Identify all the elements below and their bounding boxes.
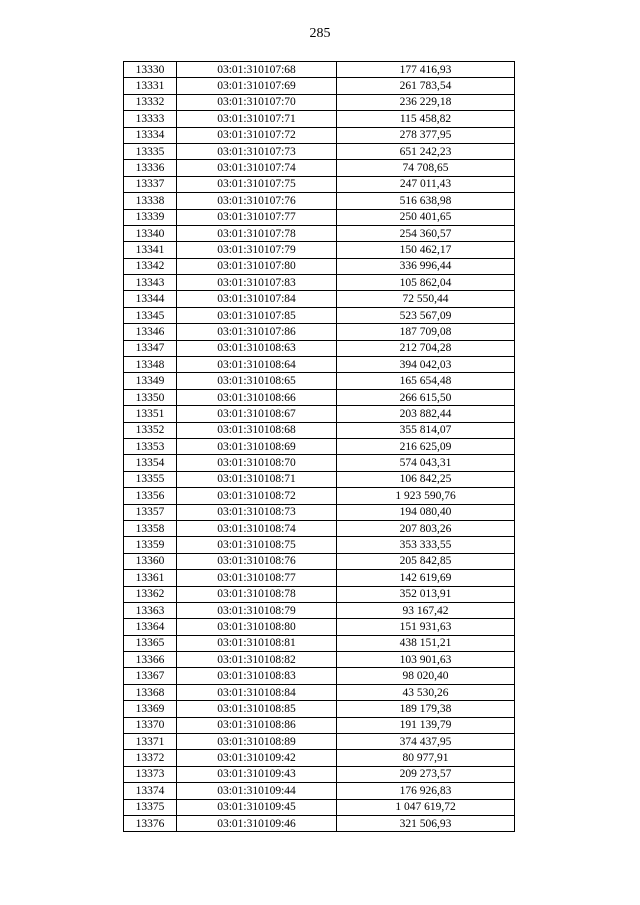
table-row [124,62,515,78]
row-number-cell: 13352 [124,422,177,438]
cadastral-value-cell: 177 416,93 [337,62,515,78]
table-row [124,176,515,192]
table-row [124,652,515,668]
cadastral-value-cell: 207 803,26 [337,520,515,536]
cadastral-number-cell: 03:01:310108:77 [177,570,337,586]
table-row [124,537,515,553]
table-row [124,406,515,422]
cadastral-value-cell: 205 842,85 [337,553,515,569]
cadastral-number-cell: 03:01:310109:43 [177,766,337,782]
table-row [124,766,515,782]
cadastral-number-cell: 03:01:310107:78 [177,225,337,241]
cadastral-number-cell: 03:01:310108:86 [177,717,337,733]
row-number-cell: 13330 [124,62,177,78]
row-number-cell: 13360 [124,553,177,569]
row-number-cell: 13354 [124,455,177,471]
cadastral-number-cell: 03:01:310107:83 [177,275,337,291]
cadastral-number-cell: 03:01:310108:65 [177,373,337,389]
cadastral-value-cell: 1 923 590,76 [337,488,515,504]
cadastral-value-cell: 261 783,54 [337,78,515,94]
cadastral-value-cell: 250 401,65 [337,209,515,225]
cadastral-value-cell: 266 615,50 [337,389,515,405]
cadastral-value-cell: 189 179,38 [337,701,515,717]
table-row [124,553,515,569]
row-number-cell: 13359 [124,537,177,553]
cadastral-value-cell: 194 080,40 [337,504,515,520]
row-number-cell: 13365 [124,635,177,651]
cadastral-number-cell: 03:01:310107:84 [177,291,337,307]
table-row [124,701,515,717]
table-row [124,734,515,750]
cadastral-number-cell: 03:01:310107:80 [177,258,337,274]
cadastral-number-cell: 03:01:310108:78 [177,586,337,602]
cadastral-value-cell: 321 506,93 [337,815,515,831]
cadastral-number-cell: 03:01:310108:71 [177,471,337,487]
row-number-cell: 13338 [124,193,177,209]
cadastral-number-cell: 03:01:310107:74 [177,160,337,176]
cadastral-value-cell: 574 043,31 [337,455,515,471]
table-row [124,94,515,110]
table-row [124,520,515,536]
row-number-cell: 13371 [124,734,177,750]
cadastral-value-cell: 191 139,79 [337,717,515,733]
cadastral-number-cell: 03:01:310107:86 [177,324,337,340]
table-row [124,242,515,258]
cadastral-value-cell: 165 654,48 [337,373,515,389]
row-number-cell: 13376 [124,815,177,831]
row-number-cell: 13364 [124,619,177,635]
table-row [124,750,515,766]
row-number-cell: 13361 [124,570,177,586]
table-row [124,389,515,405]
cadastral-value-cell: 187 709,08 [337,324,515,340]
table-row [124,504,515,520]
row-number-cell: 13368 [124,684,177,700]
cadastral-value-cell: 1 047 619,72 [337,799,515,815]
cadastral-number-cell: 03:01:310108:70 [177,455,337,471]
row-number-cell: 13346 [124,324,177,340]
cadastral-value-cell: 523 567,09 [337,307,515,323]
row-number-cell: 13375 [124,799,177,815]
cadastral-value-cell: 80 977,91 [337,750,515,766]
row-number-cell: 13351 [124,406,177,422]
table-row [124,799,515,815]
cadastral-value-cell: 72 550,44 [337,291,515,307]
cadastral-number-cell: 03:01:310107:76 [177,193,337,209]
cadastral-value-cell: 150 462,17 [337,242,515,258]
cadastral-number-cell: 03:01:310109:42 [177,750,337,766]
cadastral-number-cell: 03:01:310108:63 [177,340,337,356]
table-body [124,62,515,832]
row-number-cell: 13342 [124,258,177,274]
cadastral-value-cell: 353 333,55 [337,537,515,553]
cadastral-number-cell: 03:01:310107:68 [177,62,337,78]
cadastral-value-cell: 212 704,28 [337,340,515,356]
row-number-cell: 13372 [124,750,177,766]
cadastral-number-cell: 03:01:310109:45 [177,799,337,815]
cadastral-number-cell: 03:01:310108:64 [177,357,337,373]
table-row [124,438,515,454]
cadastral-number-cell: 03:01:310107:71 [177,111,337,127]
row-number-cell: 13353 [124,438,177,454]
cadastral-number-cell: 03:01:310108:85 [177,701,337,717]
cadastral-number-cell: 03:01:310107:75 [177,176,337,192]
cadastral-value-cell: 176 926,83 [337,783,515,799]
table-row [124,111,515,127]
table-row [124,291,515,307]
row-number-cell: 13347 [124,340,177,356]
cadastral-number-cell: 03:01:310108:66 [177,389,337,405]
cadastral-value-cell: 352 013,91 [337,586,515,602]
cadastral-number-cell: 03:01:310108:89 [177,734,337,750]
cadastral-value-cell: 151 931,63 [337,619,515,635]
cadastral-number-cell: 03:01:310107:70 [177,94,337,110]
row-number-cell: 13370 [124,717,177,733]
table-row [124,815,515,831]
cadastral-number-cell: 03:01:310108:80 [177,619,337,635]
table-row [124,127,515,143]
row-number-cell: 13343 [124,275,177,291]
row-number-cell: 13356 [124,488,177,504]
table-row [124,471,515,487]
table-row [124,373,515,389]
table-row [124,586,515,602]
table-row [124,275,515,291]
table-row [124,78,515,94]
cadastral-value-cell: 374 437,95 [337,734,515,750]
row-number-cell: 13344 [124,291,177,307]
row-number-cell: 13331 [124,78,177,94]
cadastral-value-cell: 93 167,42 [337,602,515,618]
cadastral-value-cell: 106 842,25 [337,471,515,487]
table-row [124,635,515,651]
row-number-cell: 13339 [124,209,177,225]
row-number-cell: 13345 [124,307,177,323]
cadastral-value-cell: 438 151,21 [337,635,515,651]
cadastral-number-cell: 03:01:310108:83 [177,668,337,684]
table-row [124,307,515,323]
cadastral-number-cell: 03:01:310108:81 [177,635,337,651]
table-row [124,193,515,209]
row-number-cell: 13374 [124,783,177,799]
row-number-cell: 13337 [124,176,177,192]
table-row [124,258,515,274]
row-number-cell: 13363 [124,602,177,618]
cadastral-number-cell: 03:01:310108:67 [177,406,337,422]
row-number-cell: 13333 [124,111,177,127]
cadastral-number-cell: 03:01:310109:44 [177,783,337,799]
cadastral-number-cell: 03:01:310108:79 [177,602,337,618]
cadastral-value-cell: 336 996,44 [337,258,515,274]
table-row [124,340,515,356]
cadastral-number-cell: 03:01:310108:68 [177,422,337,438]
cadastral-number-cell: 03:01:310108:73 [177,504,337,520]
cadastral-value-cell: 355 814,07 [337,422,515,438]
row-number-cell: 13357 [124,504,177,520]
cadastral-value-cell: 43 530,26 [337,684,515,700]
row-number-cell: 13350 [124,389,177,405]
cadastral-value-table [123,61,515,832]
row-number-cell: 13334 [124,127,177,143]
cadastral-number-cell: 03:01:310108:75 [177,537,337,553]
table-row [124,455,515,471]
cadastral-value-cell: 209 273,57 [337,766,515,782]
table-row [124,717,515,733]
cadastral-value-cell: 216 625,09 [337,438,515,454]
row-number-cell: 13335 [124,143,177,159]
cadastral-number-cell: 03:01:310108:74 [177,520,337,536]
cadastral-value-cell: 254 360,57 [337,225,515,241]
row-number-cell: 13340 [124,225,177,241]
cadastral-value-cell: 74 708,65 [337,160,515,176]
cadastral-number-cell: 03:01:310107:73 [177,143,337,159]
table-row [124,668,515,684]
cadastral-value-cell: 247 011,43 [337,176,515,192]
table-row [124,357,515,373]
cadastral-number-cell: 03:01:310108:69 [177,438,337,454]
row-number-cell: 13358 [124,520,177,536]
table-row [124,619,515,635]
cadastral-number-cell: 03:01:310107:69 [177,78,337,94]
row-number-cell: 13369 [124,701,177,717]
table-row [124,422,515,438]
cadastral-value-cell: 516 638,98 [337,193,515,209]
cadastral-number-cell: 03:01:310107:77 [177,209,337,225]
table-row [124,602,515,618]
row-number-cell: 13348 [124,357,177,373]
cadastral-number-cell: 03:01:310109:46 [177,815,337,831]
page-number: 285 [309,26,331,41]
table-row [124,160,515,176]
row-number-cell: 13362 [124,586,177,602]
table-row [124,570,515,586]
cadastral-number-cell: 03:01:310107:79 [177,242,337,258]
cadastral-value-cell: 278 377,95 [337,127,515,143]
cadastral-value-cell: 203 882,44 [337,406,515,422]
cadastral-value-cell: 651 242,23 [337,143,515,159]
cadastral-value-cell: 105 862,04 [337,275,515,291]
row-number-cell: 13367 [124,668,177,684]
row-number-cell: 13373 [124,766,177,782]
row-number-cell: 13332 [124,94,177,110]
table-row [124,225,515,241]
cadastral-number-cell: 03:01:310108:84 [177,684,337,700]
cadastral-value-cell: 236 229,18 [337,94,515,110]
row-number-cell: 13349 [124,373,177,389]
table-row [124,488,515,504]
table-row [124,209,515,225]
table-row [124,143,515,159]
row-number-cell: 13366 [124,652,177,668]
cadastral-value-cell: 115 458,82 [337,111,515,127]
row-number-cell: 13336 [124,160,177,176]
cadastral-value-cell: 103 901,63 [337,652,515,668]
row-number-cell: 13355 [124,471,177,487]
row-number-cell: 13341 [124,242,177,258]
cadastral-number-cell: 03:01:310107:72 [177,127,337,143]
table-row [124,783,515,799]
cadastral-number-cell: 03:01:310108:72 [177,488,337,504]
table-row [124,684,515,700]
cadastral-number-cell: 03:01:310107:85 [177,307,337,323]
cadastral-value-cell: 142 619,69 [337,570,515,586]
table-row [124,324,515,340]
cadastral-value-cell: 98 020,40 [337,668,515,684]
cadastral-number-cell: 03:01:310108:76 [177,553,337,569]
cadastral-number-cell: 03:01:310108:82 [177,652,337,668]
cadastral-value-cell: 394 042,03 [337,357,515,373]
